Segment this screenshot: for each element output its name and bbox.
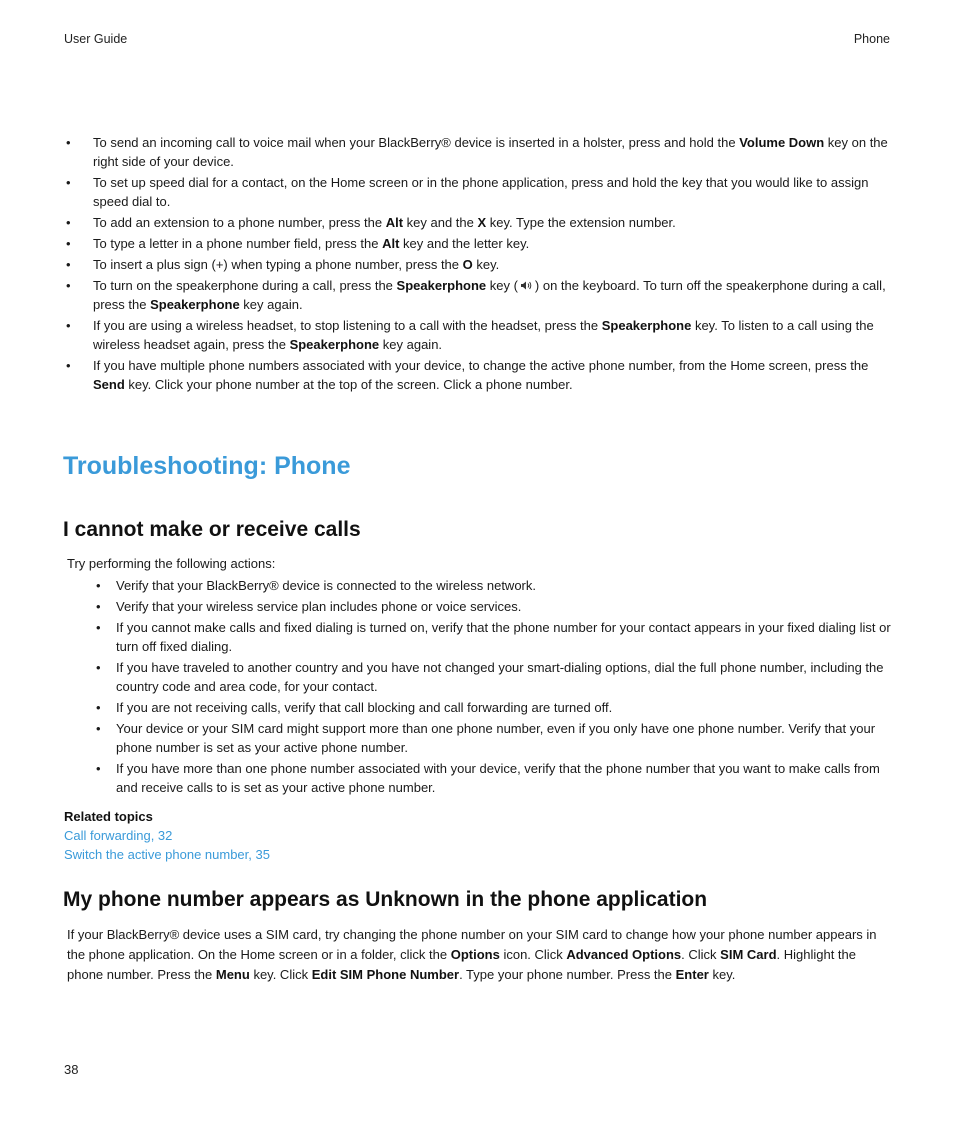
tip-item [66, 255, 893, 274]
calls-action-text: If you are not receiving calls, verify that call blocking and call forwarding are turned off. [116, 700, 613, 715]
text-run: key. [472, 257, 500, 272]
text-run: icon. Click [499, 947, 567, 962]
text-run: To turn on the speakerphone during a call, press the [93, 278, 397, 293]
calls-action-item [96, 618, 894, 656]
bullet-icon: • [66, 318, 71, 333]
text-run: To set up speed dial for a contact, on the Home screen or in the phone application, press and hold the key that you would like to assign speed dial to. [93, 175, 869, 209]
key-name: Advanced Options [566, 947, 682, 962]
calls-action-item [96, 576, 894, 595]
text-run: key. Click [249, 967, 312, 982]
text-run: If your BlackBerry® device uses a SIM card, try changing the phone number on your SIM card to change how your phone number appears in the phone application. On the Home screen or in a folder, click the [67, 927, 877, 962]
calls-action-item [96, 698, 894, 717]
unknown-paragraph [67, 925, 889, 985]
calls-actions-list [96, 576, 894, 799]
related-link-call-forwarding[interactable]: Call forwarding, 32 [64, 828, 173, 843]
text-run: To type a letter in a phone number field, press the [93, 236, 383, 251]
speaker-icon [520, 280, 533, 291]
tip-item [66, 234, 893, 253]
header-section-name: Phone [853, 32, 890, 46]
tip-item [66, 356, 893, 394]
key-name: Send [93, 377, 125, 392]
text-run: key and the [403, 215, 478, 230]
key-name: Enter [675, 967, 709, 982]
bullet-icon: • [96, 578, 101, 593]
bullet-icon: • [96, 700, 101, 715]
text-run: key. To listen to a call using the wireless headset again, press the [93, 318, 874, 352]
text-run: key. Type the extension number. [486, 215, 676, 230]
key-name: Alt [382, 236, 400, 251]
bullet-icon: • [66, 135, 71, 150]
bullet-icon: • [96, 599, 101, 614]
calls-action-text: If you have more than one phone number associated with your device, verify that the phone number that you want to make calls from and receive calls to is set as your active phone number. [116, 761, 880, 795]
key-name: Speakerphone [396, 278, 487, 293]
key-name: Options [450, 947, 500, 962]
bullet-icon: • [66, 215, 71, 230]
calls-intro: Try performing the following actions: [67, 556, 276, 571]
bullet-icon: • [66, 175, 71, 190]
text-run: To insert a plus sign (+) when typing a phone number, press the [93, 257, 463, 272]
text-run: If you are using a wireless headset, to stop listening to a call with the headset, press the [93, 318, 602, 333]
text-run: key ( [486, 278, 518, 293]
key-name: O [462, 257, 473, 272]
text-run: . Click [681, 947, 721, 962]
bullet-icon: • [66, 358, 71, 373]
calls-action-text: If you have traveled to another country and you have not changed your smart-dialing options, dial the full phone number, including the country code and area code, for your contact. [116, 660, 884, 694]
key-name: Alt [385, 215, 404, 230]
calls-action-text: Your device or your SIM card might support more than one phone number, even if you only have one phone number. Verify that your phone number is set as your active phone number. [116, 721, 876, 755]
key-name: Edit SIM Phone Number [311, 967, 460, 982]
calls-action-text: If you cannot make calls and fixed dialing is turned on, verify that the phone number for your contact appears in your fixed dialing list or turn off fixed dialing. [116, 620, 891, 654]
related-link-switch-number[interactable]: Switch the active phone number, 35 [64, 847, 270, 862]
bullet-icon: • [96, 761, 101, 776]
text-run: key again. [239, 297, 303, 312]
text-run: key. [708, 967, 736, 982]
bullet-icon: • [96, 660, 101, 675]
section-title: Troubleshooting: Phone [63, 452, 351, 480]
tip-item [66, 173, 893, 211]
text-run: key again. [379, 337, 443, 352]
text-run: key and the letter key. [399, 236, 530, 251]
tip-item [66, 316, 893, 354]
calls-heading: I cannot make or receive calls [63, 518, 361, 541]
key-name: Volume Down [739, 135, 825, 150]
text-run: ) on the keyboard. To turn off the speakerphone during a call, press the [93, 278, 886, 312]
text-run: . Type your phone number. Press the [459, 967, 676, 982]
calls-action-item [96, 759, 894, 797]
calls-action-item [96, 597, 894, 616]
bullet-icon: • [96, 721, 101, 736]
tip-item [66, 213, 893, 232]
key-name: Speakerphone [289, 337, 380, 352]
key-name: Speakerphone [601, 318, 692, 333]
calls-action-text: Verify that your BlackBerry® device is connected to the wireless network. [116, 578, 536, 593]
text-run: key. Click your phone number at the top of the screen. Click a phone number. [124, 377, 573, 392]
bullet-icon: • [66, 236, 71, 251]
text-run: . Highlight the phone number. Press the [67, 947, 857, 982]
text-run: To add an extension to a phone number, press the [93, 215, 386, 230]
text-run: key on the right side of your device. [93, 135, 888, 169]
text-run: If you have multiple phone numbers associated with your device, to change the active phone number, from the Home screen, press the [93, 358, 869, 373]
related-topics-heading: Related topics [64, 809, 153, 824]
calls-action-item [96, 719, 894, 757]
calls-action-item [96, 658, 894, 696]
key-name: X [477, 215, 487, 230]
unknown-heading: My phone number appears as Unknown in the phone application [63, 888, 708, 911]
calls-action-text: Verify that your wireless service plan includes phone or voice services. [116, 599, 522, 614]
bullet-icon: • [66, 257, 71, 272]
key-name: Speakerphone [150, 297, 240, 312]
header-doc-title: User Guide [64, 32, 128, 46]
tip-item [66, 276, 893, 314]
page-number: 38 [64, 1062, 79, 1077]
key-name: SIM Card [720, 947, 777, 962]
tip-item [66, 133, 893, 171]
bullet-icon: • [96, 620, 101, 635]
phone-tips-list [66, 133, 893, 396]
bullet-icon: • [66, 278, 71, 293]
key-name: Menu [215, 967, 250, 982]
text-run: To send an incoming call to voice mail when your BlackBerry® device is inserted in a holster, press and hold the [93, 135, 740, 150]
